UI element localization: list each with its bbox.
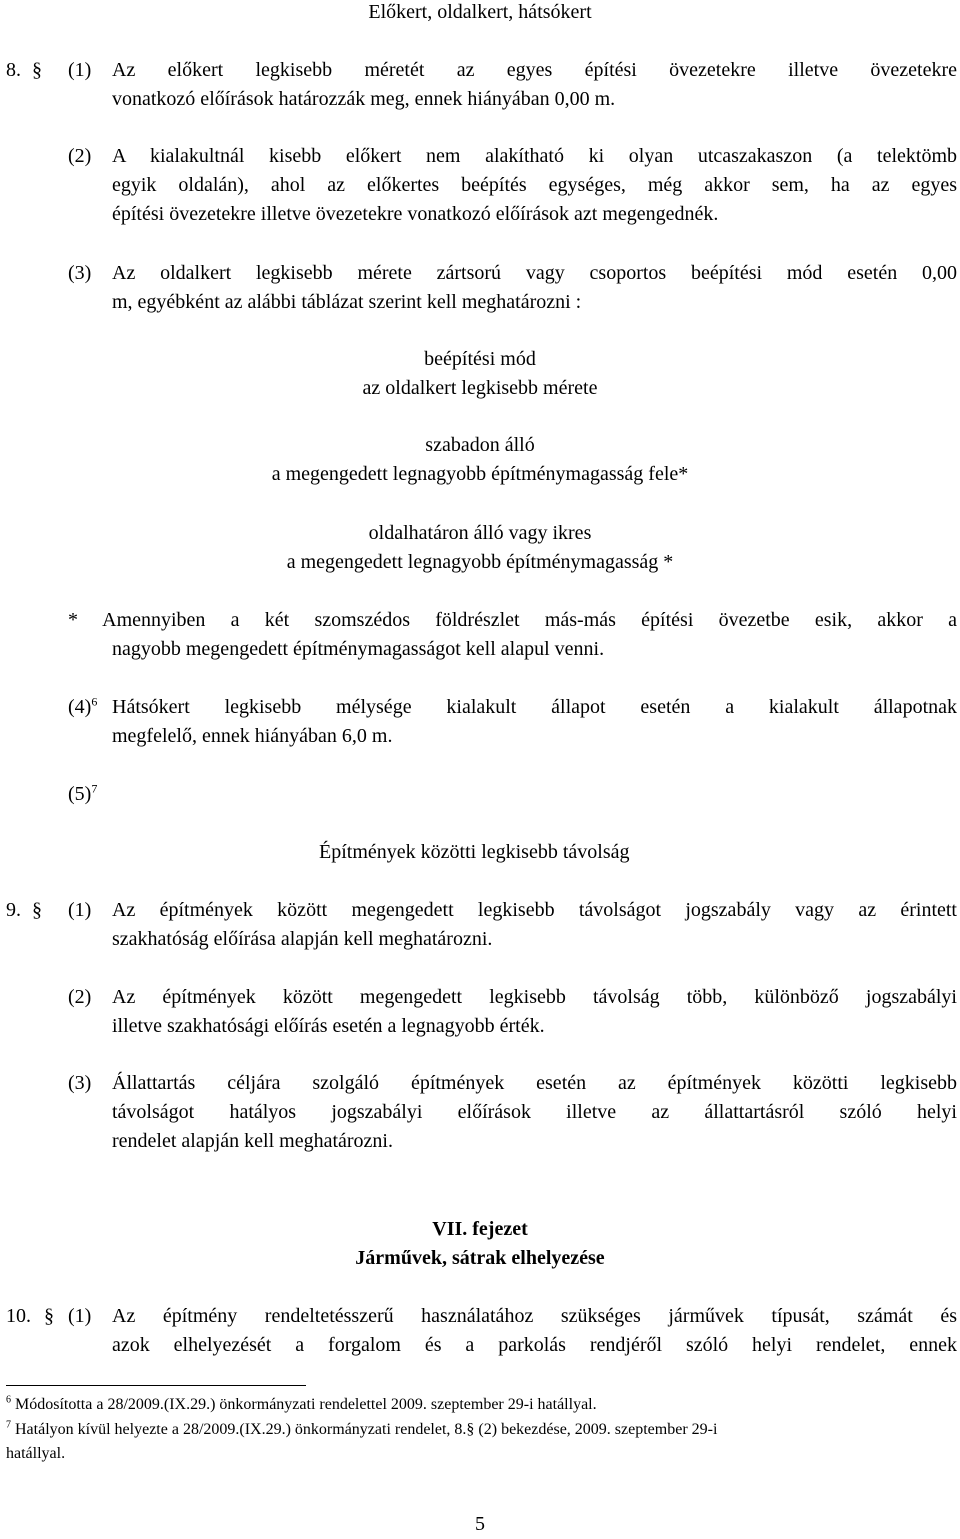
footnote-ref[interactable]: 7 bbox=[91, 781, 98, 796]
paragraph-line: Az építmények között megengedett legkisebb távolság több, különböző jogszabályi bbox=[112, 986, 957, 1008]
paragraph-line: m, egyébként az alábbi táblázat szerint kell meghatározni : bbox=[112, 291, 582, 313]
paragraph-line: megfelelő, ennek hiányában 6,0 m. bbox=[112, 725, 393, 747]
footnote-ref[interactable]: 6 bbox=[91, 694, 98, 709]
paragraph-line: vonatkozó előírások határozzák meg, ennek hiányában 0,00 m. bbox=[112, 88, 616, 110]
table-row-size: a megengedett legnagyobb építménymagasság * bbox=[286, 551, 674, 573]
table-header-method: beépítési mód bbox=[424, 348, 536, 370]
footnote-7-continuation: hatállyal. bbox=[6, 1445, 66, 1462]
table-row-method: szabadon álló bbox=[425, 434, 535, 456]
note-line: nagyobb megengedett építménymagasságot kell alapul venni. bbox=[112, 638, 605, 660]
section-10-number: 10. bbox=[6, 1305, 31, 1327]
paragraph-label: (2) bbox=[68, 145, 92, 167]
paragraph-line: Az oldalkert legkisebb mérete zártsorú vagy csoportos beépítési mód esetén 0,00 bbox=[112, 262, 957, 284]
footnote-6: $^6$ Módosította a 28/2009.(IX.29.) önkormányzati rendelettel 2009. szeptember 29-i hatállyal. bbox=[6, 1394, 597, 1413]
paragraph-line: Állattartás céljára szolgáló építmények esetén az építmények közötti legkisebb bbox=[112, 1072, 957, 1094]
paragraph-line: A kialakultnál kisebb előkert nem alakítható ki olyan utcaszakaszon (a telektömb bbox=[112, 145, 957, 167]
footnote-7: $^7$ Hatályon kívül helyezte a 28/2009.(IX.29.) önkormányzati rendelet, 8.§ (2) bekezdése, 2009. szeptember 29-i bbox=[6, 1419, 718, 1438]
chapter-title: Járművek, sátrak elhelyezése bbox=[355, 1247, 605, 1269]
paragraph-line: Hátsókert legkisebb mélysége kialakult állapot esetén a kialakult állapotnak bbox=[112, 696, 957, 718]
paragraph-sign: § bbox=[32, 899, 42, 921]
paragraph-line: építési övezetekre illetve övezetekre vonatkozó előírások azt megengednék. bbox=[112, 203, 719, 225]
paragraph-line: távolságot hatályos jogszabályi előírások illetve az állattartásról szóló helyi bbox=[112, 1101, 957, 1123]
table-row-method: oldalhatáron álló vagy ikres bbox=[368, 522, 592, 544]
table-header-size: az oldalkert legkisebb mérete bbox=[362, 377, 598, 399]
section-8-number: 8. bbox=[6, 59, 21, 81]
paragraph-label: $(5)^7$ bbox=[68, 781, 98, 805]
paragraph-label: (2) bbox=[68, 986, 92, 1008]
paragraph-line: egyik oldalán), ahol az előkertes beépítés egységes, még akkor sem, ha az egyes bbox=[112, 174, 957, 196]
section-9-number: 9. bbox=[6, 899, 21, 921]
paragraph-label: (1) bbox=[68, 899, 92, 921]
page-number: 5 bbox=[475, 1513, 485, 1535]
note-line: * Amennyiben a két szomszédos földrészlet más-más építési övezetbe esik, akkor a bbox=[68, 609, 957, 631]
paragraph-label: $(4)^6$ bbox=[68, 694, 98, 718]
paragraph-line: Az építmény rendeltetésszerű használatához szükséges járművek típusát, számát és bbox=[112, 1305, 957, 1327]
paragraph-sign: § bbox=[44, 1305, 54, 1327]
chapter-number: VII. fejezet bbox=[432, 1218, 528, 1240]
paragraph-label: (3) bbox=[68, 262, 92, 284]
section-title: Előkert, oldalkert, hátsókert bbox=[368, 1, 592, 23]
subsection-title: Építmények közötti legkisebb távolság bbox=[319, 841, 630, 863]
paragraph-line: rendelet alapján kell meghatározni. bbox=[112, 1130, 393, 1152]
paragraph-label: (3) bbox=[68, 1072, 92, 1094]
paragraph-line: Az előkert legkisebb méretét az egyes építési övezetekre illetve övezetekre bbox=[112, 59, 957, 81]
paragraph-label: (1) bbox=[68, 1305, 92, 1327]
table-row-size: a megengedett legnagyobb építménymagasság fele* bbox=[271, 463, 689, 485]
paragraph-sign: § bbox=[32, 59, 42, 81]
paragraph-line: illetve szakhatósági előírás esetén a legnagyobb érték. bbox=[112, 1015, 545, 1037]
paragraph-label: (1) bbox=[68, 59, 92, 81]
footnote-divider bbox=[6, 1385, 306, 1386]
paragraph-line: azok elhelyezését a forgalom és a parkolás rendjéről szóló helyi rendelet, ennek bbox=[112, 1334, 957, 1356]
paragraph-line: szakhatóság előírása alapján kell meghatározni. bbox=[112, 928, 493, 950]
paragraph-line: Az építmények között megengedett legkisebb távolságot jogszabály vagy az érintett bbox=[112, 899, 957, 921]
